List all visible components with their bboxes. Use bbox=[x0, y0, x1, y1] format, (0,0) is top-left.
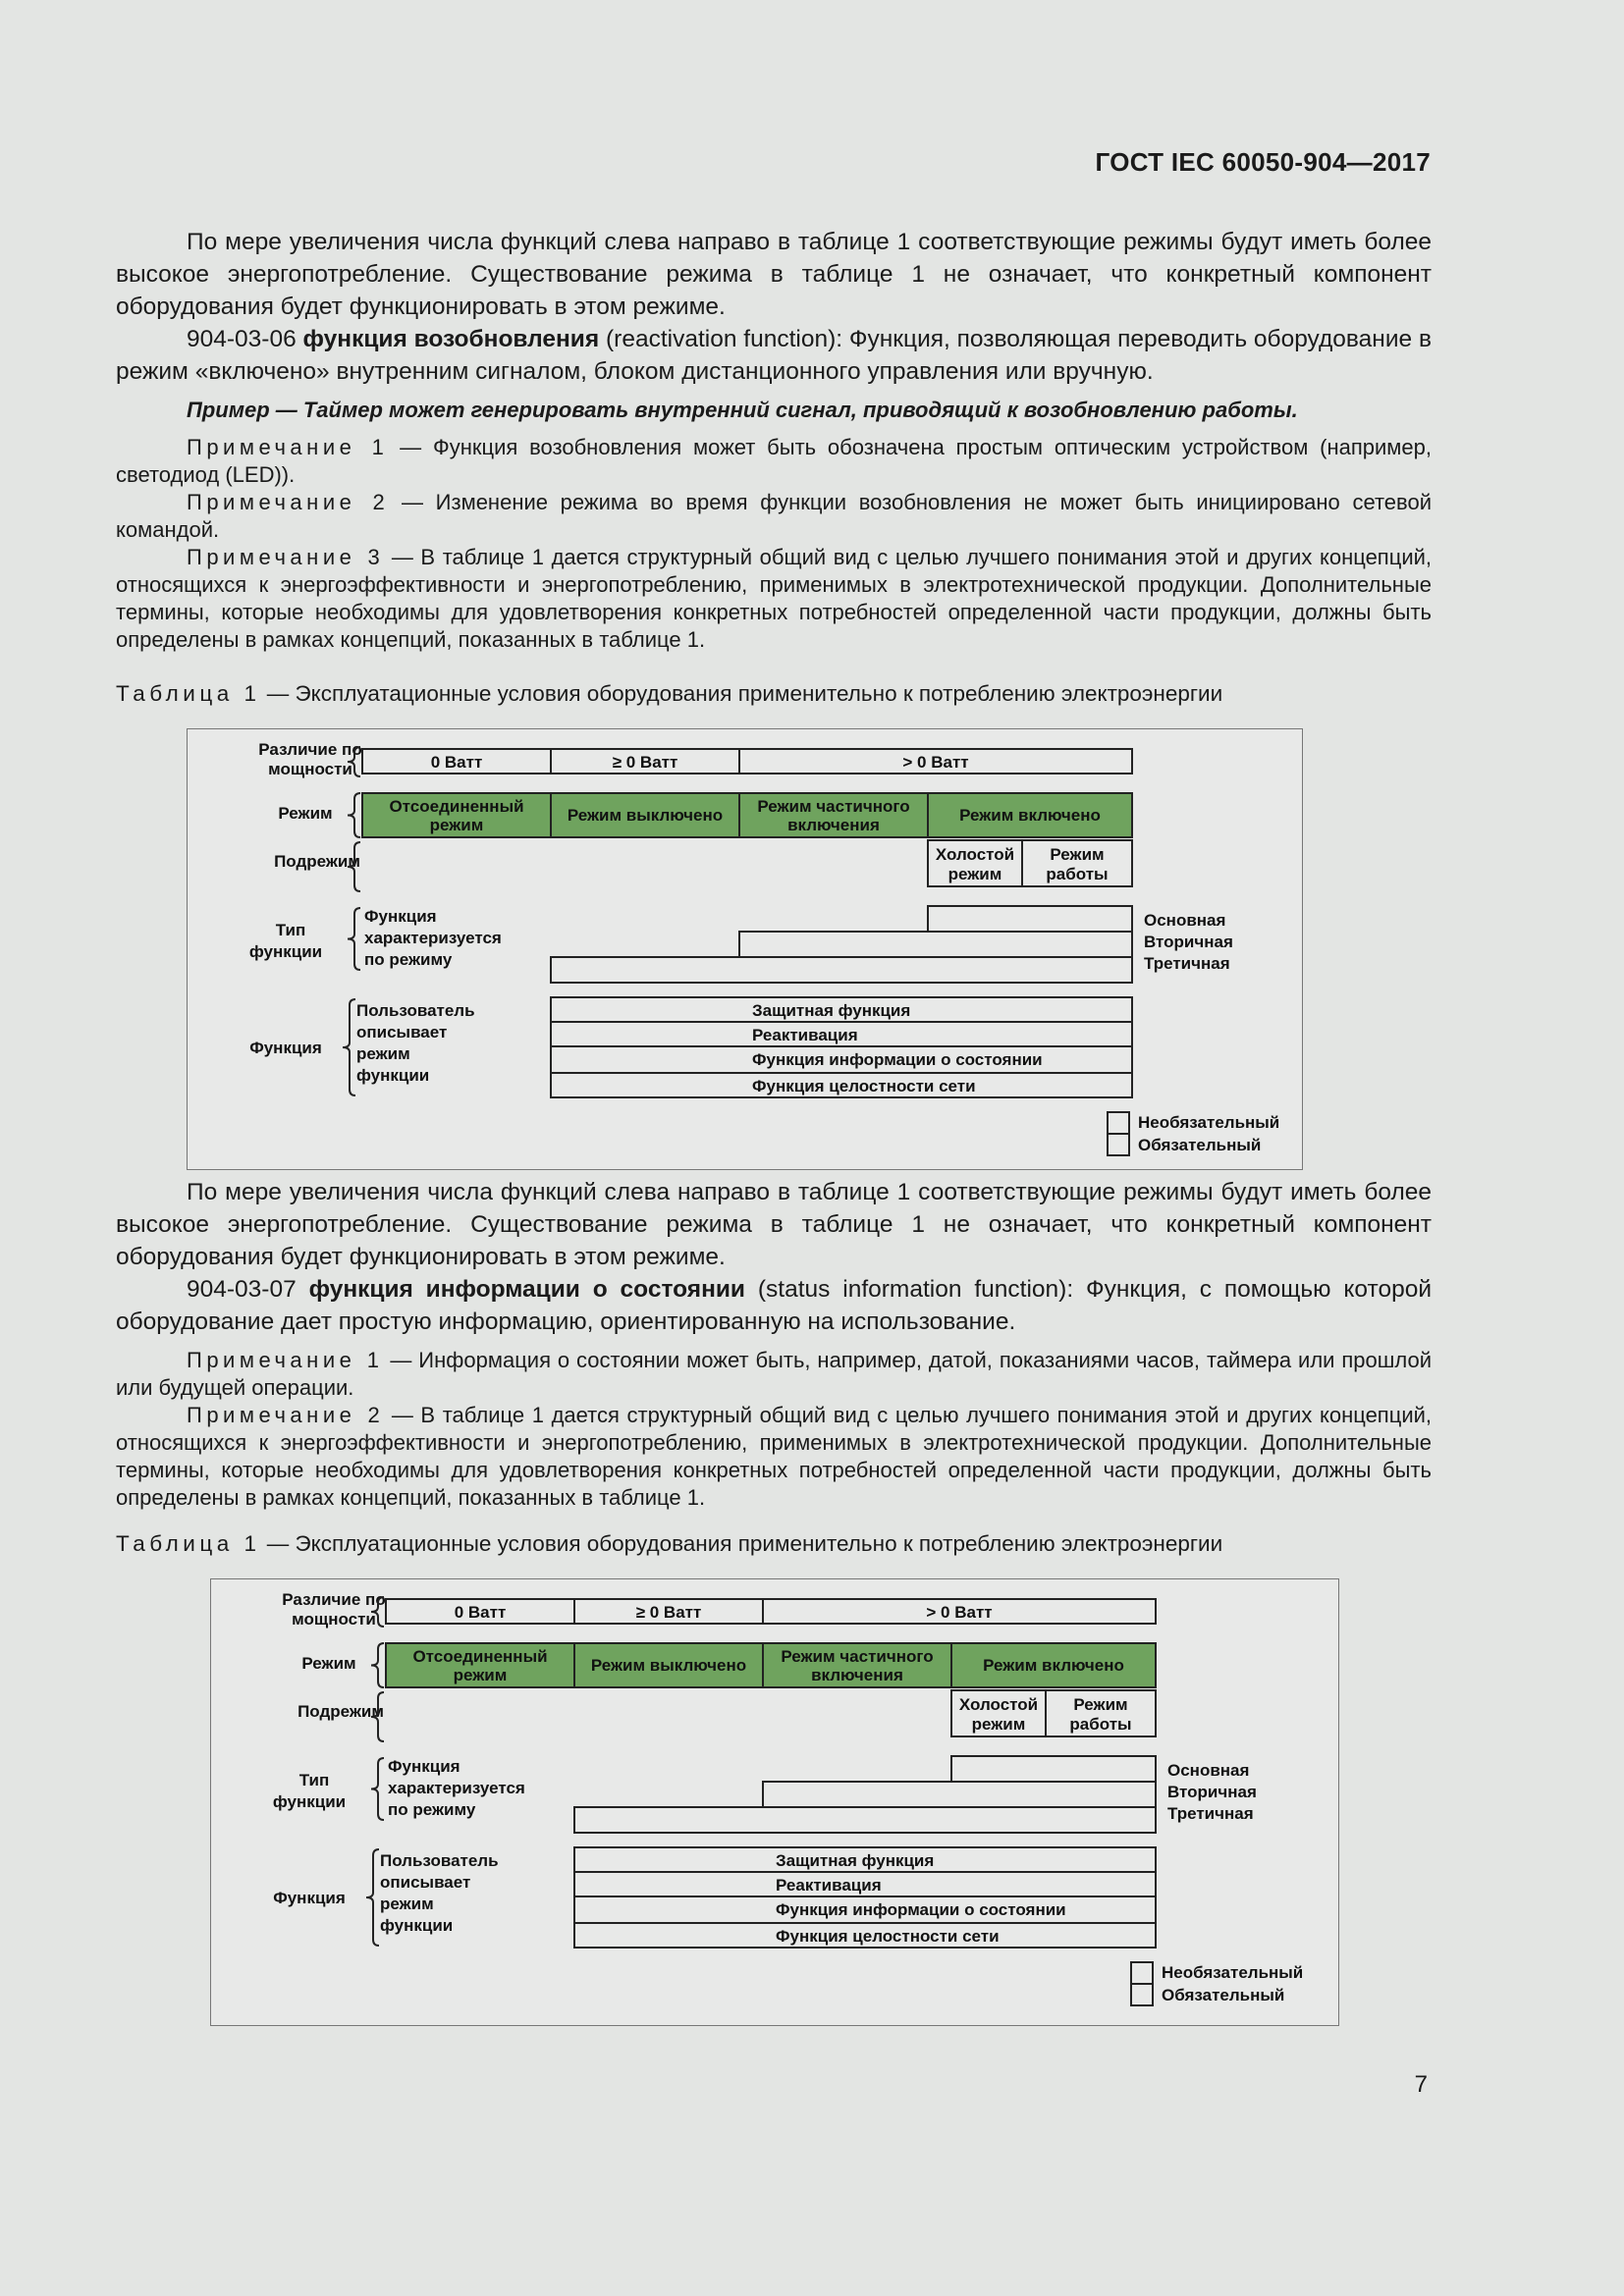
power-row-label: Различие по bbox=[282, 1590, 386, 1609]
function-description: описывает bbox=[380, 1873, 471, 1892]
table-figure bbox=[210, 1578, 1339, 2026]
submode-row-label: Подрежим bbox=[298, 1702, 384, 1721]
function-description: Пользователь bbox=[380, 1851, 499, 1870]
mode-on-label: Режим включено bbox=[983, 1656, 1124, 1675]
type-primary-bar bbox=[951, 1756, 1156, 1782]
function-reactivation-label: Реактивация bbox=[776, 1876, 882, 1895]
term-name: функция информации о состоянии bbox=[308, 1276, 745, 1303]
type-tertiary-label: Третичная bbox=[1167, 1804, 1254, 1823]
note-1 bbox=[116, 1347, 1432, 1402]
function-reactivation-label: Реактивация bbox=[752, 1026, 858, 1044]
table-label: Таблица 1 bbox=[116, 681, 261, 706]
submode-active-label: работы bbox=[1046, 865, 1109, 883]
note-label: Примечание 3 bbox=[187, 545, 385, 569]
power-ge0-watt: ≥ 0 Ватт bbox=[635, 1603, 702, 1622]
note-label: Примечание 2 bbox=[187, 1403, 385, 1427]
legend-mandatory-box bbox=[1108, 1134, 1129, 1155]
function-protective-label: Защитная функция bbox=[776, 1851, 935, 1870]
function-description: описывает bbox=[356, 1023, 448, 1041]
type-description: характеризуется bbox=[364, 929, 502, 947]
power-0-watt: 0 Ватт bbox=[430, 753, 483, 772]
mode-off-label: Режим выключено bbox=[567, 806, 724, 825]
power-gt0-watt: > 0 Ватт bbox=[926, 1603, 993, 1622]
mode-disconnected-label: Отсоединенный bbox=[389, 797, 524, 816]
legend-optional-label: Необязательный bbox=[1162, 1963, 1304, 1982]
table-title: — Эксплуатационные условия оборудования применительно к потреблению электроэнергии bbox=[260, 1531, 1223, 1556]
submode-idle-label: Холостой bbox=[935, 845, 1015, 864]
mode-partial-label: включения bbox=[811, 1666, 903, 1684]
type-description: характеризуется bbox=[388, 1779, 525, 1797]
function-description: Пользователь bbox=[356, 1001, 475, 1020]
section1-notes bbox=[116, 397, 1432, 654]
power-row-label: мощности bbox=[292, 1610, 376, 1629]
type-row-label: функции bbox=[248, 942, 323, 961]
table-figure bbox=[187, 728, 1303, 1170]
term-name: функция возобновления bbox=[302, 326, 600, 352]
intro-paragraph: По мере увеличения числа функций слева направо в таблице 1 соответствующие режимы будут иметь более высокое энергопотребление. Существование режима в таблице 1 не означает, что конкретный компонент оборудования будет функционировать в этом режиме. bbox=[116, 229, 1432, 320]
type-primary-label: Основная bbox=[1167, 1761, 1250, 1780]
function-brace bbox=[366, 1849, 379, 1946]
function-protective-label: Защитная функция bbox=[752, 1001, 911, 1020]
type-primary-label: Основная bbox=[1144, 911, 1226, 930]
mode-disconnected-label: режим bbox=[429, 816, 484, 834]
section1-intro bbox=[116, 226, 1432, 388]
term-definition bbox=[116, 323, 1432, 388]
type-tertiary-bar bbox=[551, 957, 1132, 983]
table-diagram bbox=[188, 729, 1302, 1169]
mode-disconnected-label: Отсоединенный bbox=[412, 1647, 548, 1666]
type-description: по режиму bbox=[388, 1800, 476, 1819]
legend-optional-box bbox=[1108, 1112, 1129, 1134]
section2-notes bbox=[116, 1347, 1432, 1512]
note-text: — Изменение режима во время функции возобновления не может быть инициировано сетевой командой. bbox=[116, 490, 1433, 542]
mode-partial-label: Режим частичного bbox=[781, 1647, 934, 1666]
table-label: Таблица 1 bbox=[116, 1531, 261, 1556]
power-row-label: мощности bbox=[268, 760, 352, 778]
function-description: функции bbox=[356, 1066, 430, 1085]
mode-brace bbox=[371, 1643, 384, 1687]
legend-optional-box bbox=[1131, 1962, 1153, 1984]
function-description: режим bbox=[356, 1044, 410, 1063]
term-code: 904-03-07 bbox=[187, 1276, 297, 1303]
standard-header: ГОСТ IEC 60050-904—2017 bbox=[1095, 147, 1431, 177]
type-secondary-label: Вторичная bbox=[1144, 933, 1233, 951]
note-text: — Информация о состоянии может быть, например, датой, показаниями часов, таймера или прошлой или будущей операции. bbox=[116, 1348, 1432, 1400]
term-english: (status information function) bbox=[757, 1276, 1067, 1303]
submode-row-label: Подрежим bbox=[274, 852, 360, 871]
submode-active-label: Режим bbox=[1073, 1695, 1128, 1714]
mode-off-label: Режим выключено bbox=[590, 1656, 747, 1675]
function-description: режим bbox=[380, 1895, 434, 1913]
power-0-watt: 0 Ватт bbox=[454, 1603, 507, 1622]
type-tertiary-bar bbox=[574, 1807, 1156, 1833]
note-label: Примечание 2 bbox=[187, 490, 390, 514]
submode-idle-label: Холостой bbox=[958, 1695, 1039, 1714]
submode-idle-label: режим bbox=[971, 1715, 1026, 1734]
term-definition-text: : Функция, позволяющая переводить оборудование в режим «включено» внутренним сигналом, блоком дистанционного управления или вручную. bbox=[116, 326, 1432, 385]
power-gt0-watt: > 0 Ватт bbox=[902, 753, 969, 772]
type-row-label: Тип bbox=[298, 1771, 330, 1789]
mode-partial-label: Режим частичного bbox=[757, 797, 910, 816]
term-code: 904-03-06 bbox=[187, 326, 297, 352]
power-ge0-watt: ≥ 0 Ватт bbox=[612, 753, 678, 772]
note-text: — В таблице 1 дается структурный общий вид с целью лучшего понимания этой и других концепций, относящихся к энергоэффективности и энергопотреблению, применимых в электротехнической продукции. Дополнительные термины, которые необходимы для удовлетворения конкретных потребностей определенной части продукции, должны быть определены в рамках концепций, показанных в таблице 1. bbox=[116, 545, 1433, 652]
mode-brace bbox=[348, 793, 360, 837]
table-caption bbox=[116, 1531, 1222, 1557]
type-secondary-bar bbox=[739, 932, 1132, 957]
function-network-label: Функция целостности сети bbox=[776, 1927, 1000, 1946]
table-title: — Эксплуатационные условия оборудования применительно к потреблению электроэнергии bbox=[260, 681, 1223, 706]
type-brace bbox=[371, 1758, 384, 1820]
legend-mandatory-label: Обязательный bbox=[1162, 1986, 1285, 2004]
function-row-label: Функция bbox=[249, 1039, 322, 1057]
submode-active-label: работы bbox=[1069, 1715, 1132, 1734]
note-text: — Функция возобновления может быть обозначена простым оптическим устройством (например, светодиод (LED)). bbox=[116, 435, 1432, 487]
example-text: Пример — Таймер может генерировать внутренний сигнал, приводящий к возобновлению работы. bbox=[187, 398, 1298, 422]
intro-paragraph: По мере увеличения числа функций слева направо в таблице 1 соответствующие режимы будут иметь более высокое энергопотребление. Существование режима в таблице 1 не означает, что конкретный компонент оборудования будет функционировать в этом режиме. bbox=[116, 1179, 1432, 1270]
term-english: (reactivation function) bbox=[606, 326, 837, 352]
note-label: Примечание 1 bbox=[187, 435, 389, 459]
power-row-label: Различие по bbox=[258, 740, 362, 759]
mode-partial-label: включения bbox=[787, 816, 880, 834]
function-status-label: Функция информации о состоянии bbox=[776, 1900, 1066, 1919]
function-brace bbox=[343, 999, 355, 1095]
function-status-label: Функция информации о состоянии bbox=[752, 1050, 1043, 1069]
note-label: Примечание 1 bbox=[187, 1348, 384, 1372]
type-row-label: Тип bbox=[275, 921, 306, 939]
type-row-label: функции bbox=[272, 1792, 347, 1811]
type-secondary-label: Вторичная bbox=[1167, 1783, 1257, 1801]
type-description: по режиму bbox=[364, 950, 453, 969]
section2-intro bbox=[116, 1176, 1432, 1338]
page-number: 7 bbox=[1414, 2071, 1428, 2098]
mode-disconnected-label: режим bbox=[453, 1666, 508, 1684]
type-description: Функция bbox=[364, 907, 437, 926]
note-2 bbox=[116, 489, 1432, 544]
note-2 bbox=[116, 1402, 1432, 1512]
function-description: функции bbox=[380, 1916, 454, 1935]
note-1 bbox=[116, 434, 1432, 489]
legend-optional-label: Необязательный bbox=[1138, 1113, 1280, 1132]
mode-row-label: Режим bbox=[278, 804, 333, 823]
submode-idle-label: режим bbox=[947, 865, 1002, 883]
legend-mandatory-label: Обязательный bbox=[1138, 1136, 1262, 1154]
table-caption bbox=[116, 681, 1222, 707]
mode-on-label: Режим включено bbox=[959, 806, 1101, 825]
function-row-label: Функция bbox=[273, 1889, 346, 1907]
legend-mandatory-box bbox=[1131, 1984, 1153, 2005]
note-text: — В таблице 1 дается структурный общий вид с целью лучшего понимания этой и других концепций, относящихся к энергоэффективности и энергопотреблению, применимых в электротехнической продукции. Дополнительные термины, которые необходимы для удовлетворения конкретных потребностей определенной части продукции, должны быть определены в рамках концепций, показанных в таблице 1. bbox=[116, 1403, 1433, 1510]
term-definition-text: : Функция, с помощью которой оборудование дает простую информацию, ориентированную на использование. bbox=[116, 1276, 1433, 1335]
table-diagram bbox=[211, 1579, 1338, 2025]
note-3 bbox=[116, 544, 1432, 654]
mode-row-label: Режим bbox=[301, 1654, 356, 1673]
type-primary-bar bbox=[928, 906, 1132, 932]
type-tertiary-label: Третичная bbox=[1144, 954, 1230, 973]
type-brace bbox=[348, 908, 360, 970]
type-secondary-bar bbox=[763, 1782, 1156, 1807]
term-definition bbox=[116, 1273, 1432, 1338]
function-network-label: Функция целостности сети bbox=[752, 1077, 976, 1095]
type-description: Функция bbox=[388, 1757, 460, 1776]
submode-active-label: Режим bbox=[1050, 845, 1105, 864]
